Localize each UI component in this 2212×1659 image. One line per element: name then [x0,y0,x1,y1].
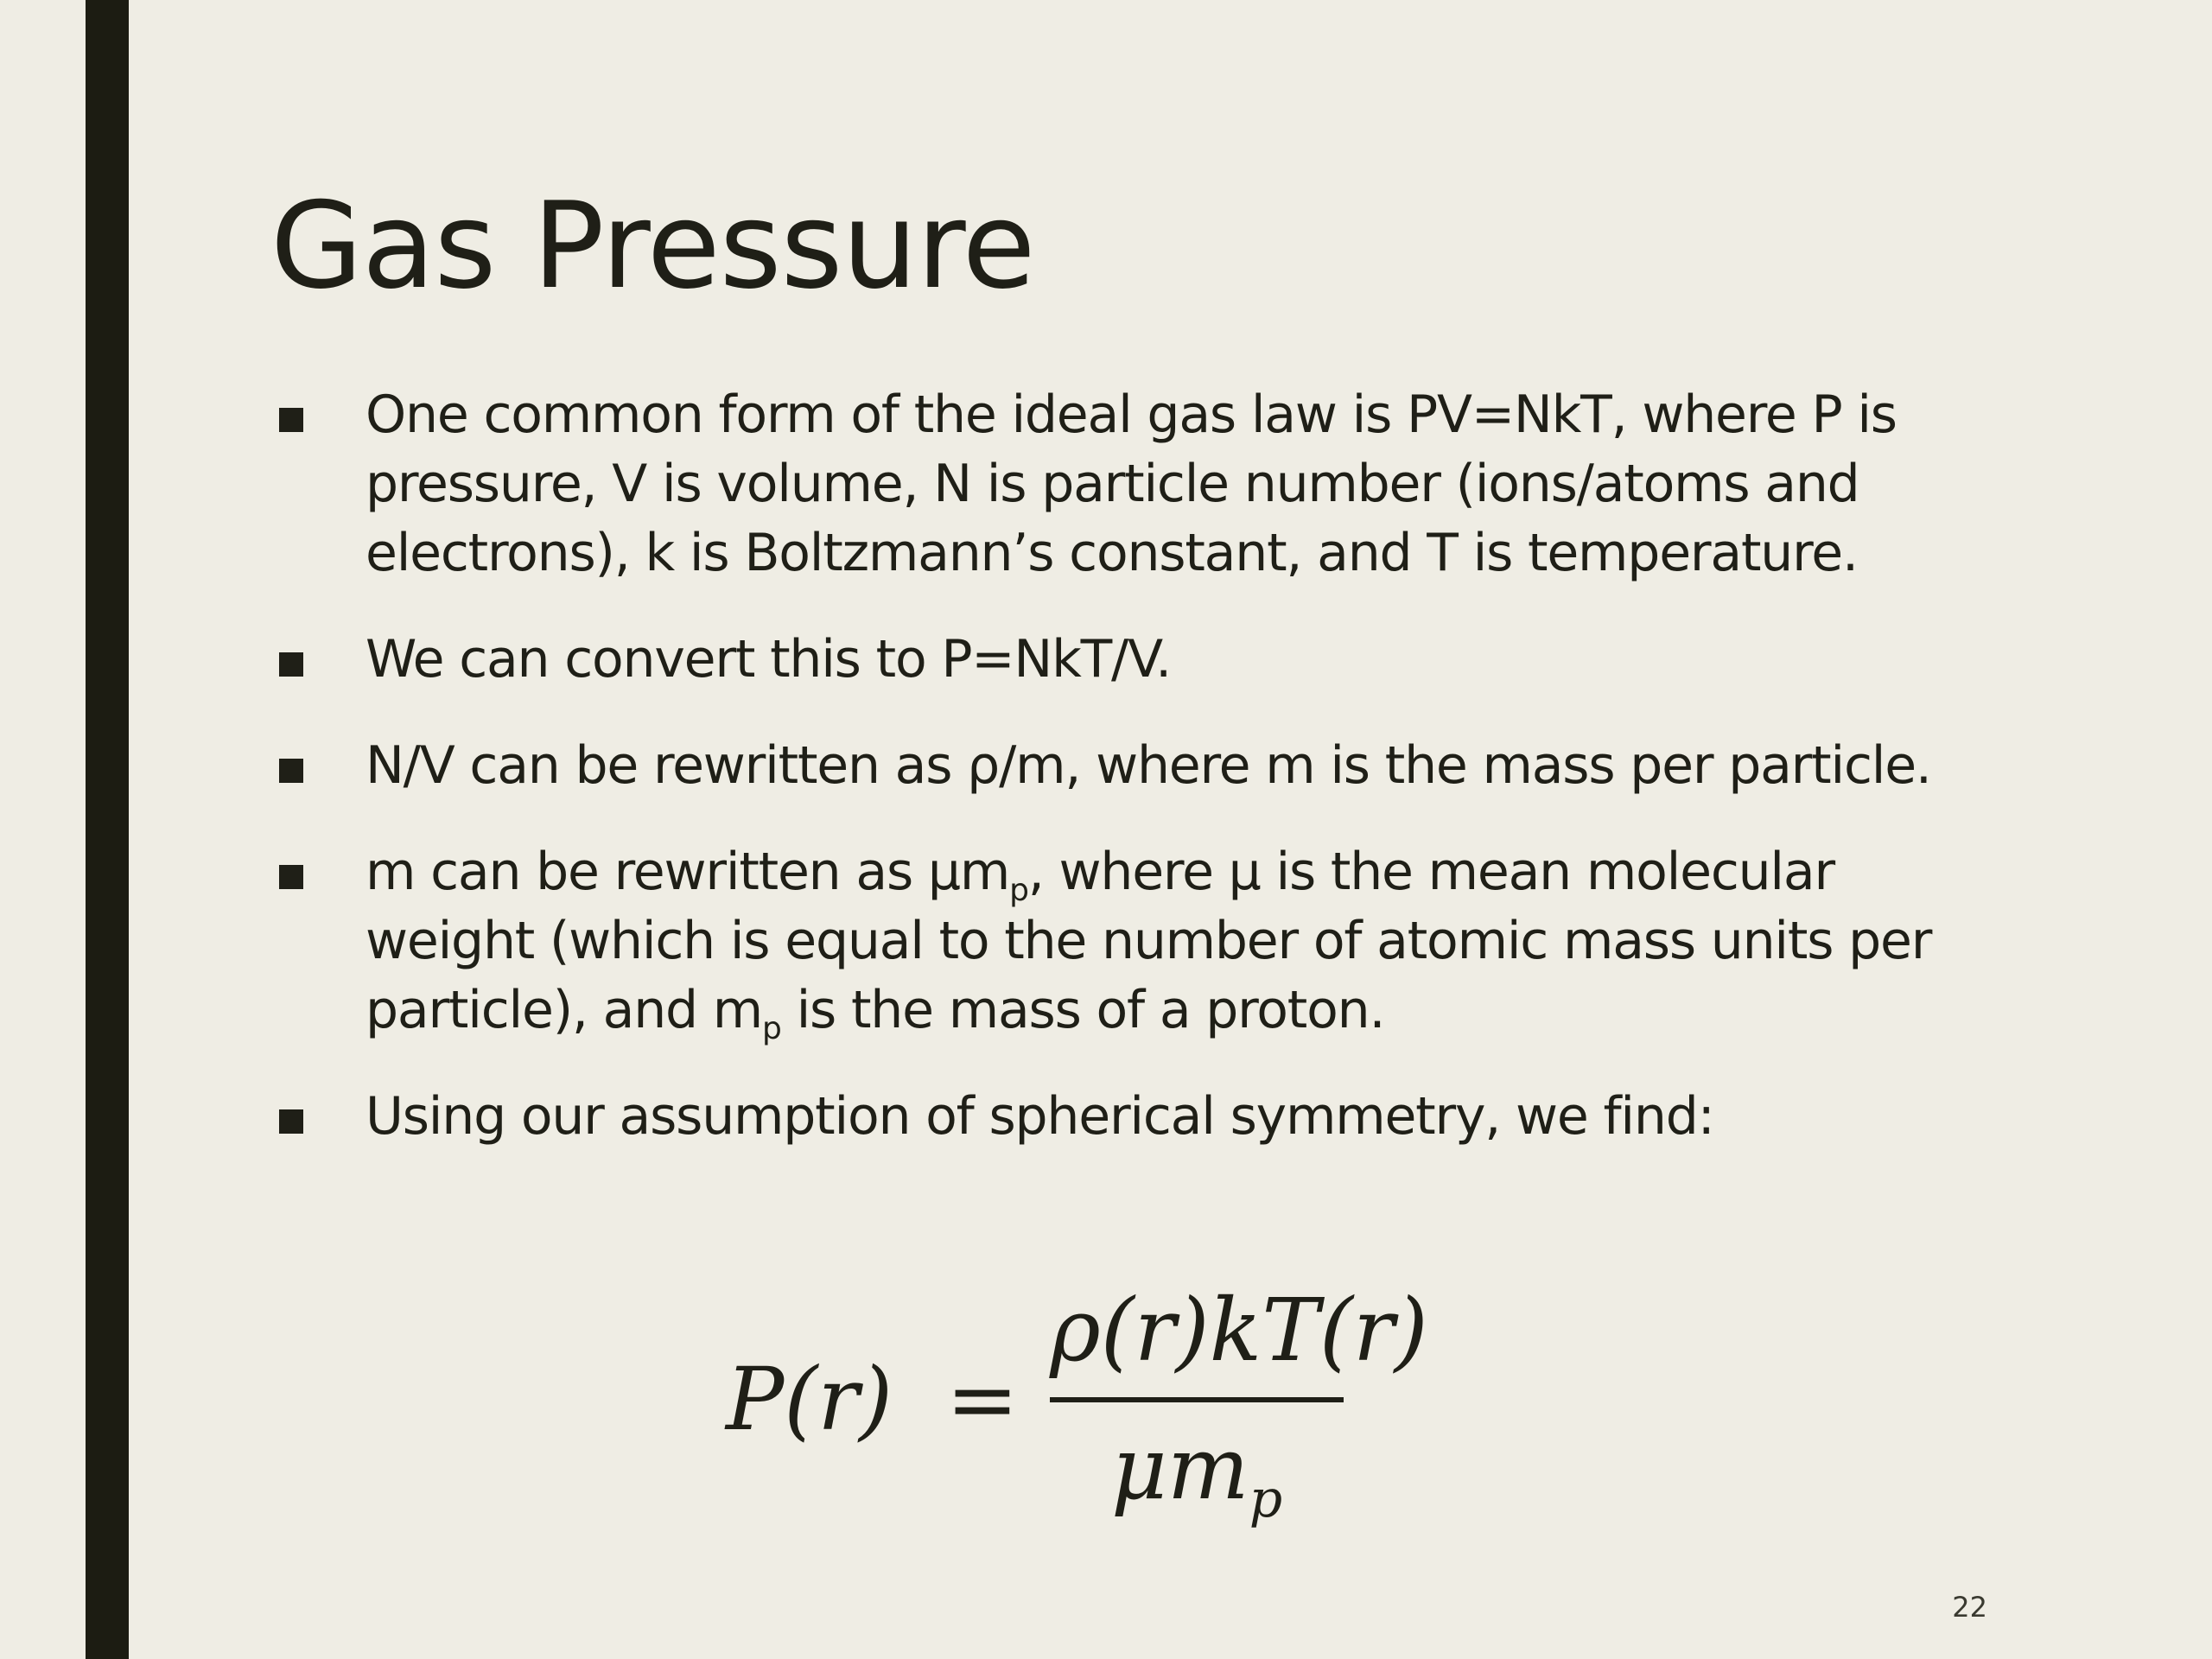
bullet-item [270,380,1999,588]
denominator-base: μm [1110,1418,1249,1519]
bullet-text: One common form of the ideal gas law is PV=NkT, where P is pressure, V is volume, N is particle number (ions/atoms and electrons), k is Boltzmann’s constant, and T is temperature. [365,385,1897,583]
equation-numerator: ρ(r)kT(r) [1050,1280,1428,1381]
bullet-item [270,1082,1999,1151]
bullet-text: We can convert this to P=NkT/V. [365,629,1172,690]
bullet-item [270,731,1999,800]
left-accent-bar [86,0,129,1659]
fraction-bar [1050,1397,1344,1402]
bullet-item [270,837,1999,1045]
denominator-subscript: p [1249,1469,1283,1529]
square-bullet-icon [279,865,303,889]
square-bullet-icon [279,1109,303,1134]
equation-lhs: P(r) [726,1349,893,1450]
equation-denominator [1050,1413,1344,1529]
square-bullet-icon [279,408,303,432]
slide-number: 22 [1952,1591,1987,1624]
slide-title: Gas Pressure [270,176,1035,315]
bullet-item [270,625,1999,694]
equation-equals: = [946,1349,1019,1450]
bullet-list [270,380,1999,1188]
bullet-text: Using our assumption of spherical symmetry, we find: [365,1086,1714,1147]
bullet-text: m can be rewritten as $\mu m_p$, where μ is the mean molecular weight (which is equal to the number of atomic mass units per particle), and $m_p$ is the mass of a proton. [365,842,1932,1046]
square-bullet-icon [279,759,303,783]
square-bullet-icon [279,652,303,677]
bullet-text: N/V can be rewritten as ρ/m, where m is the mass per particle. [365,735,1931,796]
